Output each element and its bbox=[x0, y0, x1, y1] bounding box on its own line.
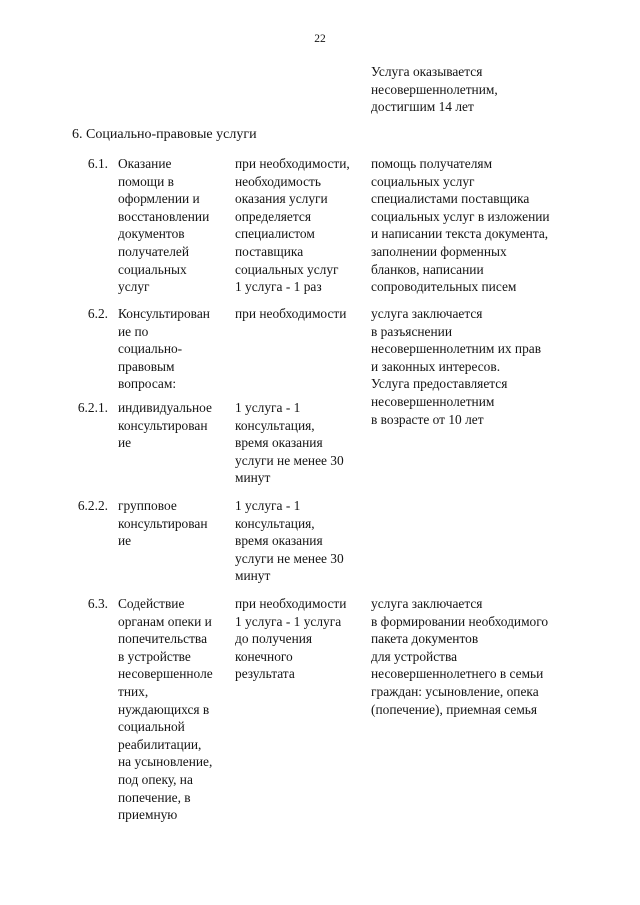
text-line: оказания услуги bbox=[235, 191, 328, 207]
service-conditions bbox=[235, 497, 367, 585]
text-line: в формировании необходимого bbox=[371, 613, 549, 629]
text-line: в возрасте от 10 лет bbox=[371, 411, 484, 427]
text-line: время оказания bbox=[235, 533, 323, 549]
text-line: органам опеки и bbox=[118, 613, 212, 629]
text-line: до получения bbox=[235, 631, 313, 647]
text-line: время оказания bbox=[235, 435, 323, 451]
service-description bbox=[371, 305, 611, 428]
text-line: правовым bbox=[118, 358, 175, 374]
text-line: 1 услуга - 1 раз bbox=[235, 279, 322, 295]
text-line: бланков, написании bbox=[371, 261, 484, 277]
text-line: и законных интересов. bbox=[371, 358, 501, 374]
text-line: социальных услуг в изложении bbox=[371, 208, 550, 224]
service-name bbox=[118, 399, 230, 452]
text-line: минут bbox=[235, 568, 271, 584]
text-line: услуга заключается bbox=[371, 306, 483, 321]
text-line: социальных услуг bbox=[235, 261, 339, 277]
service-description bbox=[371, 155, 611, 296]
text-line: приемную bbox=[118, 807, 178, 823]
text-line: индивидуальное bbox=[118, 400, 212, 415]
text-line: в устройстве bbox=[118, 648, 191, 664]
text-line: и написании текста документа, bbox=[371, 226, 549, 242]
text-line: Услуга оказывается bbox=[371, 64, 483, 79]
text-line: помощи в bbox=[118, 173, 174, 189]
text-line: заполнении форменных bbox=[371, 243, 507, 259]
text-line: ие по bbox=[118, 323, 149, 339]
text-line: специалистом bbox=[235, 226, 315, 242]
text-line: сопроводительных писем bbox=[371, 279, 517, 295]
text-line: достигшим 14 лет bbox=[371, 99, 474, 115]
text-line: консультирован bbox=[118, 417, 208, 433]
row-number: 6.2.1. bbox=[77, 400, 108, 415]
text-line: несовершеннолe bbox=[118, 666, 213, 682]
service-name bbox=[118, 155, 230, 296]
text-line: социальных услуг bbox=[371, 173, 475, 189]
text-line: социальных bbox=[118, 261, 187, 277]
previous-row-continuation bbox=[371, 63, 611, 116]
text-line: социальной bbox=[118, 719, 185, 735]
text-line: групповое bbox=[118, 498, 177, 513]
text-line: пакета документов bbox=[371, 631, 479, 647]
text-line: поставщика bbox=[235, 243, 304, 259]
text-line: несовершеннолетним, bbox=[371, 81, 498, 97]
service-conditions bbox=[235, 399, 367, 487]
text-line: 1 услуга - 1 услуга bbox=[235, 613, 342, 629]
text-line: помощь получателям bbox=[371, 156, 493, 171]
text-line: при необходимости bbox=[235, 596, 347, 611]
service-name bbox=[118, 595, 230, 824]
row-number: 6.2.2. bbox=[77, 498, 108, 513]
row-number: 6.3. bbox=[87, 596, 108, 611]
service-conditions bbox=[235, 155, 367, 296]
text-line: оформлении и bbox=[118, 191, 200, 207]
text-line: определяется bbox=[235, 208, 311, 224]
text-line: попечение, в bbox=[118, 789, 191, 805]
text-line: тних, bbox=[118, 683, 149, 699]
text-line: (попечение), приемная семья bbox=[371, 701, 538, 717]
text-line: необходимость bbox=[235, 173, 321, 189]
text-line: для устройства bbox=[371, 648, 458, 664]
row-number: 6.1. bbox=[87, 156, 108, 171]
text-line: конечного bbox=[235, 648, 293, 664]
text-line: услуга заключается bbox=[371, 596, 483, 611]
text-line: реабилитации, bbox=[118, 736, 202, 752]
text-line: консультирован bbox=[118, 515, 208, 531]
text-line: на усыновление, bbox=[118, 754, 213, 770]
text-line: документов bbox=[118, 226, 185, 242]
text-line: ие bbox=[118, 533, 132, 549]
page-number: 22 bbox=[314, 33, 326, 45]
text-line: при необходимости, bbox=[235, 156, 350, 171]
text-line: граждан: усыновление, опека bbox=[371, 683, 539, 699]
text-line: под опеку, на bbox=[118, 771, 193, 787]
text-line: 1 услуга - 1 bbox=[235, 400, 301, 415]
service-description bbox=[371, 595, 611, 718]
text-line: консультация, bbox=[235, 515, 315, 531]
text-line: результата bbox=[235, 666, 295, 682]
text-line: Консультирован bbox=[118, 306, 210, 321]
section-title: 6. Социально-правовые услуги bbox=[72, 127, 257, 142]
text-line: несовершеннолетнего в семьи bbox=[371, 666, 544, 682]
text-line: Услуга предоставляется bbox=[371, 376, 508, 392]
text-line: специалистами поставщика bbox=[371, 191, 530, 207]
text-line: услуг bbox=[118, 279, 150, 295]
service-name bbox=[118, 497, 230, 550]
text-line: Содействие bbox=[118, 596, 185, 611]
text-line: восстановлении bbox=[118, 208, 210, 224]
text-line: нуждающихся в bbox=[118, 701, 210, 717]
text-line: услуги не менее 30 bbox=[235, 550, 344, 566]
text-line: ие bbox=[118, 435, 132, 451]
text-line: при необходимости bbox=[235, 306, 347, 321]
service-conditions bbox=[235, 595, 367, 683]
service-name bbox=[118, 305, 230, 393]
text-line: 1 услуга - 1 bbox=[235, 498, 301, 513]
text-line: социально- bbox=[118, 341, 183, 357]
text-line: минут bbox=[235, 470, 271, 486]
text-line: получателей bbox=[118, 243, 189, 259]
row-number: 6.2. bbox=[87, 306, 108, 321]
text-line: несовершеннолетним их прав bbox=[371, 341, 542, 357]
text-line: вопросам: bbox=[118, 376, 177, 392]
text-line: несовершеннолетним bbox=[371, 393, 495, 409]
text-line: Оказание bbox=[118, 156, 172, 171]
text-line: услуги не менее 30 bbox=[235, 452, 344, 468]
text-line: попечительства bbox=[118, 631, 208, 647]
service-conditions bbox=[235, 305, 367, 323]
text-line: консультация, bbox=[235, 417, 315, 433]
text-line: в разъяснении bbox=[371, 323, 453, 339]
